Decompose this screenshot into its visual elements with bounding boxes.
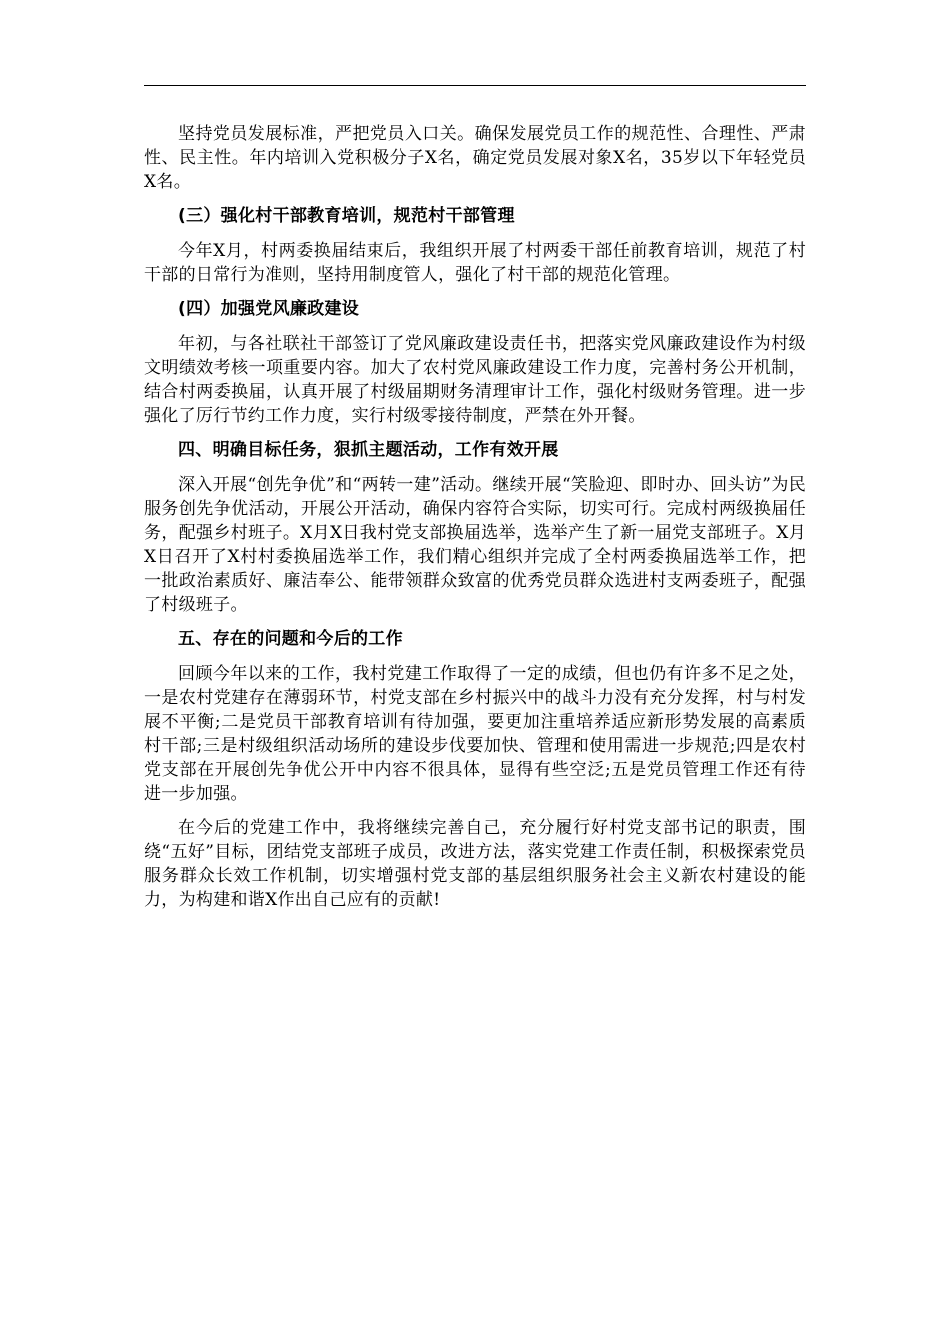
- heading-integrity-building: (四）加强党风廉政建设: [178, 299, 360, 319]
- document-body: [144, 122, 806, 922]
- paragraph-problems: 回顾今年以来的工作，我村党建工作取得了一定的成绩，但也仍有许多不足之处，一是农村党建存在薄弱环节，村党支部在乡村振兴中的战斗力没有充分发挥，村与村发展不平衡;二是党员干部教育培训有待加强，要更加注重培养适应新形势发展的高素质村干部;三是村级组织活动场所的建设步伐要加快、管理和使用需进一步规范;四是农村党支部在开展创先争优公开中内容不很具体，显得有些空泛;五是党员管理工作还有待进一步加强。: [144, 664, 806, 804]
- paragraph-cadre-training: 今年X月，村两委换届结束后，我组织开展了村两委干部任前教育培训，规范了村干部的日常行为准则，坚持用制度管人，强化了村干部的规范化管理。: [144, 241, 806, 285]
- paragraph-party-member-development: 坚持党员发展标准，严把党员入口关。确保发展党员工作的规范性、合理性、严肃性、民主性。年内培训入党积极分子X名，确定党员发展对象X名，35岁以下年轻党员X名。: [144, 124, 806, 192]
- paragraph-future-work: 在今后的党建工作中，我将继续完善自己，充分履行好村党支部书记的职责，围绕“五好”目标，团结党支部班子成员，改进方法，落实党建工作责任制，积极探索党员服务群众长效工作机制，切实增强村党支部的基层组织服务社会主义新农村建设的能力，为构建和谐X作出自己应有的贡献!: [144, 818, 806, 910]
- header-rule: [144, 85, 806, 86]
- paragraph-integrity-building: 年初，与各社联社干部签订了党风廉政建设责任书，把落实党风廉政建设作为村级文明绩效考核一项重要内容。加大了农村党风廉政建设工作力度，完善村务公开机制，结合村两委换届，认真开展了村级届期财务清理审计工作，强化村级财务管理。进一步强化了厉行节约工作力度，实行村级零接待制度，严禁在外开餐。: [144, 334, 806, 426]
- paragraph-goals-and-activities: 深入开展“创先争优”和“两转一建”活动。继续开展“笑脸迎、即时办、回头访”为民服务创先争优活动，开展公开活动，确保内容符合实际，切实可行。完成村两级换届任务，配强乡村班子。X月X日我村党支部换届选举，选举产生了新一届党支部班子。X月X日召开了X村村委换届选举工作，我们精心组织并完成了全村两委换届选举工作，把一批政治素质好、廉洁奉公、能带领群众致富的优秀党员群众选进村支两委班子，配强了村级班子。: [144, 475, 806, 615]
- heading-cadre-training: (三）强化村干部教育培训，规范村干部管理: [178, 206, 515, 226]
- heading-goals-and-activities: 四、明确目标任务，狠抓主题活动，工作有效开展: [178, 440, 559, 460]
- heading-problems-and-future: 五、存在的问题和今后的工作: [178, 629, 403, 649]
